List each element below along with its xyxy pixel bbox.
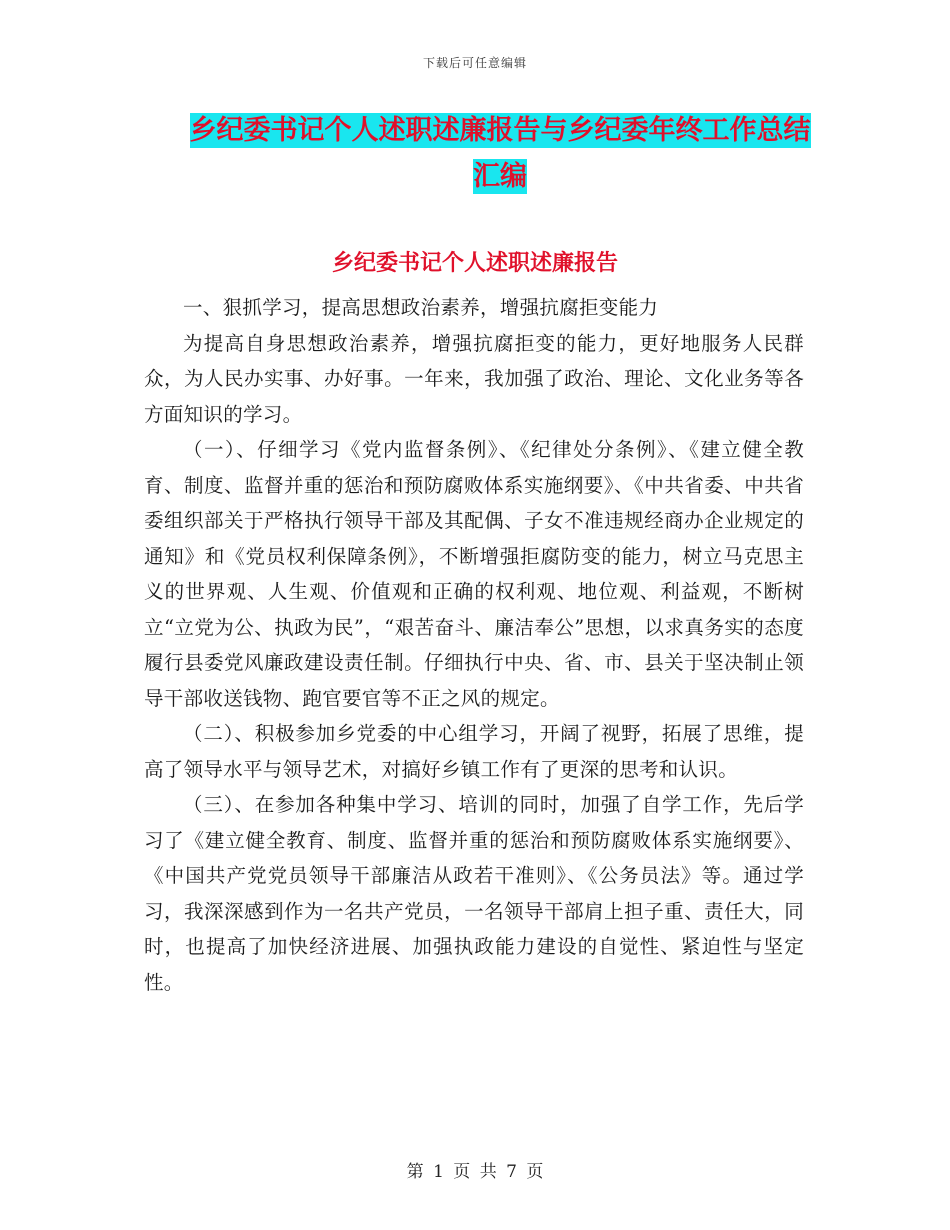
paragraph: （三）、在参加各种集中学习、培训的同时，加强了自学工作，先后学习了《建立健全教育、制度、监督并重的惩治和预防腐败体系实施纲要》、《中国共产党党员领导干部廉洁从政若干准则》、《公务员法》等。通过学习，我深深感到作为一名共产党员，一名领导干部肩上担子重、责任大，同时，也提高了加快经济进展、加强执政能力建设的自觉性、紧迫性与坚定性。: [144, 793, 804, 994]
document-title: [150, 108, 850, 200]
document-title-line1: 乡纪委书记个人述职述廉报告与乡纪委年终工作总结: [189, 115, 811, 146]
page-number-footer: 第 1 页 共 7 页: [406, 1162, 544, 1182]
paragraph-heading: 一、狠抓学习，提高思想政治素养，增强抗腐拒变能力: [183, 296, 659, 319]
document-body: [144, 290, 804, 1000]
paragraph: （一）、仔细学习《党内监督条例》、《纪律处分条例》、《建立健全教育、制度、监督并重的惩治和预防腐败体系实施纲要》、《中共省委、中共省委组织部关于严格执行领导干部及其配偶、子女不准违规经商办企业规定的通知》和《党员权利保障条例》，不断增强拒腐防变的能力，树立马克思主义的世界观、人生观、价值观和正确的权利观、地位观、利益观，不断树立“立党为公、执政为民”，“艰苦奋斗、廉洁奉公”思想，以求真务实的态度履行县委党风廉政建设责任制。仔细执行中央、省、市、县关于坚决制止领导干部收送钱物、跑官要官等不正之风的规定。: [144, 438, 804, 710]
paragraph: （二）、积极参加乡党委的中心组学习，开阔了视野，拓展了思维，提高了领导水平与领导艺术，对搞好乡镇工作有了更深的思考和认识。: [144, 722, 804, 781]
document-title-line2: 汇编: [473, 161, 527, 192]
paragraph: 为提高自身思想政治素养，增强抗腐拒变的能力，更好地服务人民群众，为人民办实事、办好事。一年来，我加强了政治、理论、文化业务等各方面知识的学习。: [144, 331, 804, 426]
section-title: 乡纪委书记个人述职述廉报告: [331, 251, 618, 276]
header-note: 下载后可任意编辑: [422, 56, 527, 70]
